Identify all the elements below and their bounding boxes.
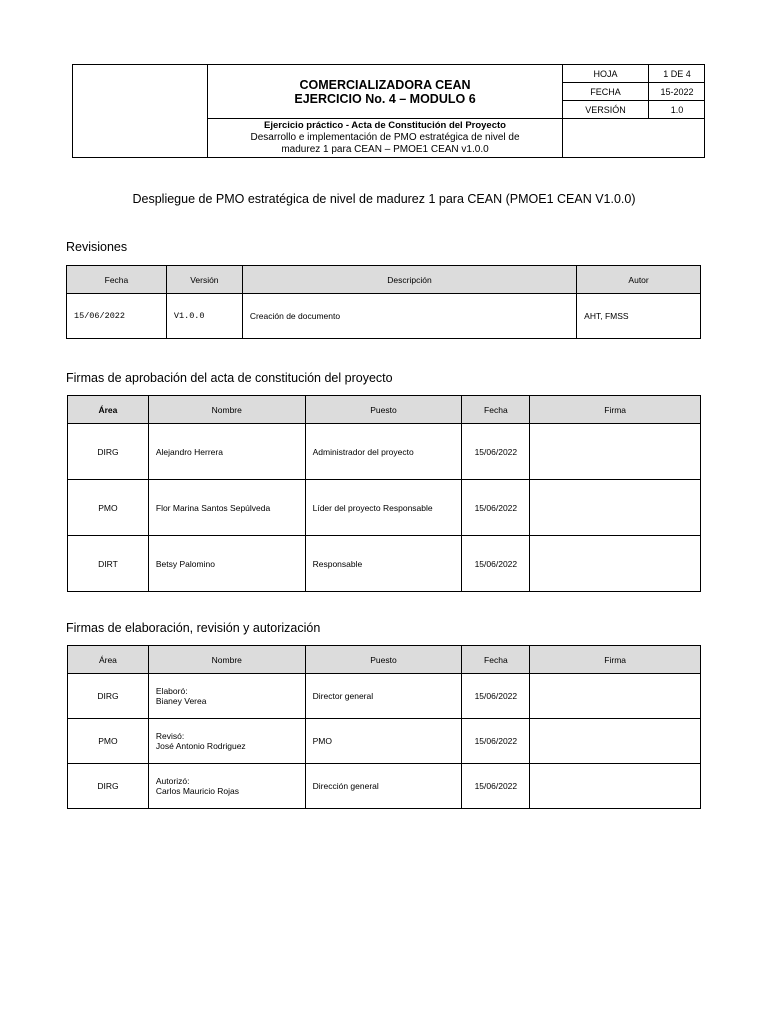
fecha-value: 15-2022 (649, 83, 705, 101)
column-header: Puesto (305, 646, 462, 674)
name-cell: Alejandro Herrera (148, 424, 305, 480)
table-header-row (67, 266, 701, 294)
table-header-row (68, 646, 701, 674)
date-cell: 15/06/2022 (462, 424, 530, 480)
table-row (68, 719, 701, 764)
date-cell: 15/06/2022 (462, 536, 530, 592)
column-header: Fecha (462, 646, 530, 674)
blank-cell (563, 119, 705, 158)
hoja-label: HOJA (563, 65, 649, 83)
area-cell: PMO (68, 480, 149, 536)
name-cell (148, 764, 305, 809)
person-name: José Antonio Rodriguez (155, 741, 246, 751)
signature-cell (530, 480, 701, 536)
logo-cell (73, 65, 208, 158)
version-value: 1.0 (649, 101, 705, 119)
position-cell: Administrador del proyecto (305, 424, 462, 480)
date-cell: 15/06/2022 (462, 674, 530, 719)
table-row (67, 294, 701, 339)
column-header: Área (68, 646, 149, 674)
area-cell: DIRG (68, 674, 149, 719)
column-header: Nombre (148, 396, 305, 424)
revision-version: V1.0.0 (166, 294, 242, 339)
revision-author: AHT, FMSS (577, 294, 701, 339)
position-cell: Director general (305, 674, 462, 719)
document-title: Despliegue de PMO estratégica de nivel de madurez 1 para CEAN (PMOE1 CEAN V1.0.0) (132, 192, 636, 206)
revision-description: Creación de documento (242, 294, 576, 339)
approvals-title: Firmas de aprobación del acta de constitución del proyecto (66, 371, 393, 385)
exercise-subtitle: Ejercicio práctico - Acta de Constitución del Proyecto (264, 120, 506, 131)
table-row (68, 764, 701, 809)
position-cell: Líder del proyecto Responsable (305, 480, 462, 536)
signature-cell (530, 674, 701, 719)
date-cell: 15/06/2022 (462, 719, 530, 764)
table-row (68, 536, 701, 592)
authorizations-table (67, 645, 701, 809)
column-header: Fecha (67, 266, 167, 294)
area-cell: DIRG (68, 764, 149, 809)
column-header: Fecha (462, 396, 530, 424)
position-cell: Responsable (305, 536, 462, 592)
signature-cell (530, 719, 701, 764)
name-cell (148, 674, 305, 719)
column-header: Descripción (242, 266, 576, 294)
table-header-row (68, 396, 701, 424)
role-label: Elaboró: (155, 686, 188, 696)
table-row (68, 480, 701, 536)
role-label: Autorizó: (155, 776, 190, 786)
version-label: VERSIÓN (563, 101, 649, 119)
name-cell: Betsy Palomino (148, 536, 305, 592)
column-header: Puesto (305, 396, 462, 424)
revisions-title: Revisiones (66, 240, 128, 254)
signature-cell (530, 536, 701, 592)
column-header: Versión (166, 266, 242, 294)
name-cell (148, 719, 305, 764)
position-cell: PMO (305, 719, 462, 764)
fecha-label: FECHA (563, 83, 649, 101)
person-name: Carlos Mauricio Rojas (155, 786, 240, 796)
exercise-title: EJERCICIO No. 4 – MODULO 6 (294, 91, 476, 106)
column-header: Nombre (148, 646, 305, 674)
area-cell: DIRT (68, 536, 149, 592)
person-name: Bianey Verea (155, 696, 207, 706)
description-line-2: madurez 1 para CEAN – PMOE1 CEAN v1.0.0 (281, 144, 489, 155)
name-cell: Flor Marina Santos Sepúlveda (148, 480, 305, 536)
description-line-1: Desarrollo e implementación de PMO estratégica de nivel de (250, 132, 520, 143)
signature-cell (530, 424, 701, 480)
hoja-value: 1 DE 4 (649, 65, 705, 83)
document-header (72, 64, 705, 158)
area-cell: PMO (68, 719, 149, 764)
revisions-table (66, 265, 701, 339)
column-header: Autor (577, 266, 701, 294)
date-cell: 15/06/2022 (462, 480, 530, 536)
column-header: Área (68, 396, 149, 424)
table-row (68, 424, 701, 480)
approvals-table (67, 395, 701, 592)
table-row (68, 674, 701, 719)
revision-date: 15/06/2022 (67, 294, 167, 339)
signature-cell (530, 764, 701, 809)
authorizations-title: Firmas de elaboración, revisión y autorización (66, 621, 321, 635)
role-label: Revisó: (155, 731, 185, 741)
position-cell: Dirección general (305, 764, 462, 809)
column-header: Firma (530, 646, 701, 674)
exercise-description-cell (208, 119, 563, 158)
company-cell (208, 65, 563, 119)
area-cell: DIRG (68, 424, 149, 480)
company-name: COMERCIALIZADORA CEAN (299, 77, 471, 92)
column-header: Firma (530, 396, 701, 424)
date-cell: 15/06/2022 (462, 764, 530, 809)
